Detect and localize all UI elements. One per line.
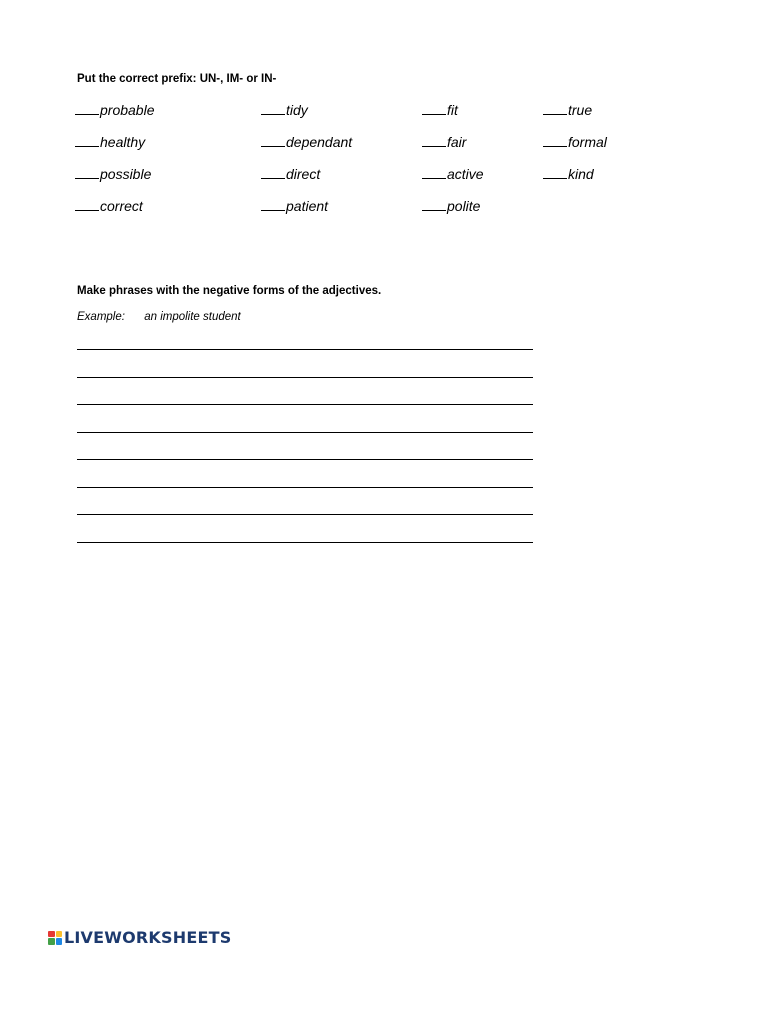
word-item [422, 100, 458, 120]
word-item [422, 164, 484, 184]
logo-block [48, 938, 55, 945]
word-item [261, 164, 320, 184]
word-text: correct [100, 198, 143, 214]
example-label: Example: [77, 311, 125, 323]
answer-line[interactable] [77, 459, 533, 460]
example-text: an impolite student [144, 311, 241, 323]
logo-block [56, 931, 63, 938]
word-item [75, 132, 145, 152]
prefix-blank[interactable] [261, 196, 285, 211]
logo-text: LIVEWORKSHEETS [64, 928, 232, 947]
word-item [543, 164, 594, 184]
word-item [422, 196, 480, 216]
prefix-blank[interactable] [75, 196, 99, 211]
prefix-blank[interactable] [422, 196, 446, 211]
word-text: dependant [286, 134, 353, 150]
prefix-blank[interactable] [543, 100, 567, 115]
prefix-word-grid [75, 100, 715, 230]
word-text: probable [100, 102, 155, 118]
logo-block [48, 931, 55, 938]
prefix-blank[interactable] [422, 100, 446, 115]
word-item [261, 132, 352, 152]
prefix-blank[interactable] [543, 164, 567, 179]
answer-line[interactable] [77, 487, 533, 488]
answer-line[interactable] [77, 377, 533, 378]
exercise2-heading: Make phrases with the negative forms of the adjectives. [77, 285, 382, 297]
word-text: polite [447, 198, 481, 214]
word-text: possible [100, 166, 152, 182]
word-item [543, 132, 607, 152]
answer-lines [77, 349, 533, 569]
word-text: tidy [286, 102, 308, 118]
answer-line[interactable] [77, 432, 533, 433]
word-text: patient [286, 198, 329, 214]
logo-block [56, 938, 63, 945]
word-text: kind [568, 166, 594, 182]
logo-blocks-icon [48, 931, 62, 945]
prefix-blank[interactable] [543, 132, 567, 147]
prefix-blank[interactable] [261, 164, 285, 179]
prefix-blank[interactable] [422, 164, 446, 179]
answer-line[interactable] [77, 349, 533, 350]
prefix-blank[interactable] [261, 132, 285, 147]
answer-line[interactable] [77, 542, 533, 543]
word-item [75, 100, 155, 120]
word-item [422, 132, 466, 152]
word-text: healthy [100, 134, 146, 150]
word-item [75, 196, 143, 216]
prefix-blank[interactable] [75, 100, 99, 115]
word-text: true [568, 102, 593, 118]
word-text: formal [568, 134, 607, 150]
word-text: fair [447, 134, 467, 150]
word-item [543, 100, 592, 120]
word-item [261, 196, 328, 216]
example-line [77, 311, 241, 323]
word-text: direct [286, 166, 321, 182]
prefix-blank[interactable] [422, 132, 446, 147]
word-item [261, 100, 308, 120]
liveworksheets-logo [48, 928, 231, 947]
answer-line[interactable] [77, 514, 533, 515]
word-item [75, 164, 151, 184]
prefix-blank[interactable] [75, 132, 99, 147]
word-text: active [447, 166, 484, 182]
prefix-blank[interactable] [261, 100, 285, 115]
word-text: fit [447, 102, 458, 118]
answer-line[interactable] [77, 404, 533, 405]
exercise1-heading: Put the correct prefix: UN-, IM- or IN- [77, 73, 277, 85]
prefix-blank[interactable] [75, 164, 99, 179]
